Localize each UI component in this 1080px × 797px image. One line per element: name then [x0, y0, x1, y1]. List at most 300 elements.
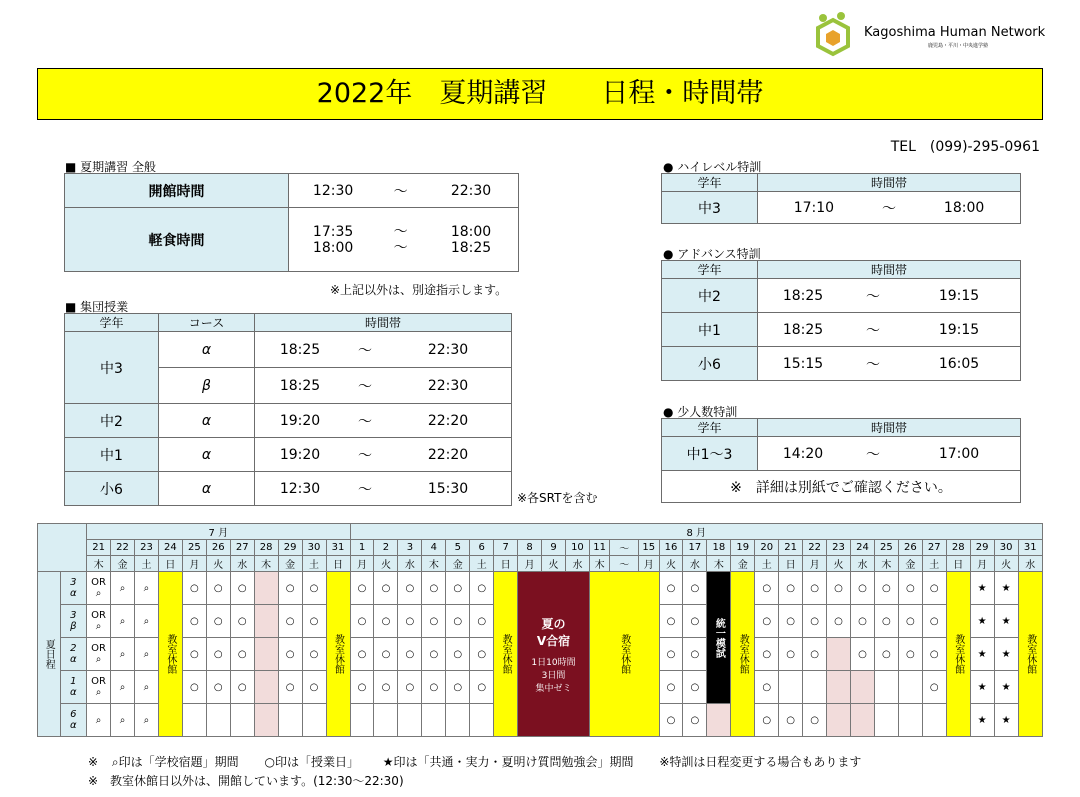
- grid-cell: ○: [398, 605, 422, 638]
- grid-cell: ○: [446, 605, 470, 638]
- weekday: 木: [874, 556, 898, 572]
- grid-cell: ○: [278, 572, 302, 605]
- weekday: 水: [851, 556, 875, 572]
- day-number: 27: [230, 540, 254, 556]
- grid-cell: ○: [278, 605, 302, 638]
- small-table: [661, 418, 1021, 503]
- grid-cell: ★: [970, 638, 994, 671]
- grid-cell: [422, 704, 446, 737]
- weekday: 水: [683, 556, 707, 572]
- grid-cell: [182, 704, 206, 737]
- header-time: 時間帯: [758, 174, 1021, 192]
- time-to: 19:15: [898, 279, 1021, 313]
- grid-cell: ○: [755, 605, 779, 638]
- grid-cell: ★: [994, 605, 1018, 638]
- time-sep: 〜: [848, 279, 898, 313]
- time-to: 22:20: [385, 404, 512, 438]
- time-sep: 〜: [345, 438, 385, 472]
- time-from: 18:25: [255, 332, 346, 368]
- grid-cell: ○: [398, 638, 422, 671]
- course-cell: α: [159, 404, 255, 438]
- highlevel-section-title: ● ハイレベル特訓: [663, 160, 762, 174]
- grid-cell: ○: [422, 671, 446, 704]
- grid-cell: [779, 671, 803, 704]
- grade-cell: 中3: [65, 332, 159, 404]
- day-number: 5: [446, 540, 470, 556]
- grid-cell: ○: [803, 638, 827, 671]
- camp-detail: 1日10時間 3日間 集中ゼミ: [531, 657, 576, 694]
- grid-cell: ○: [683, 605, 707, 638]
- grid-cell: [254, 671, 278, 704]
- grid-cell: ○: [851, 605, 875, 638]
- time-sep: 〜: [345, 404, 385, 438]
- grid-cell: ○: [350, 671, 374, 704]
- day-number: 26: [206, 540, 230, 556]
- grid-cell: [230, 704, 254, 737]
- day-number: 15: [639, 540, 659, 556]
- day-number: 23: [135, 540, 159, 556]
- grid-corner: [38, 524, 87, 572]
- time-sep: 〜: [870, 192, 908, 224]
- grid-cell: ○: [755, 704, 779, 737]
- grid-cell: ⌕: [87, 704, 111, 737]
- weekday: 火: [374, 556, 398, 572]
- day-number: 19: [731, 540, 755, 556]
- time-sep: 〜: [848, 437, 898, 471]
- grid-cell: ⌕: [135, 572, 159, 605]
- header-grade: 学年: [65, 314, 159, 332]
- day-number: 8: [518, 540, 542, 556]
- day-number: 16: [659, 540, 683, 556]
- month-july: 7 月: [87, 524, 350, 540]
- grid-cell: ○: [350, 572, 374, 605]
- grid-cell: ○: [206, 671, 230, 704]
- grade-cell: 中2: [65, 404, 159, 438]
- grid-cell: ○: [230, 638, 254, 671]
- time-from: 17:10: [758, 192, 870, 224]
- day-number: 9: [542, 540, 566, 556]
- grid-cell: ○: [350, 605, 374, 638]
- day-number: 10: [565, 540, 589, 556]
- grid-cell: [350, 704, 374, 737]
- weekday: 月: [350, 556, 374, 572]
- day-number: 29: [278, 540, 302, 556]
- side-label: 夏日程: [38, 572, 61, 737]
- label-cell: 軽食時間: [65, 208, 289, 272]
- grid-cell: ⌕: [111, 704, 135, 737]
- time-from: 17:35 18:00: [289, 208, 378, 272]
- grid-cell: ⌕: [111, 671, 135, 704]
- time-to: 18:00 18:25: [424, 208, 518, 272]
- weekday: 水: [230, 556, 254, 572]
- weekday: 土: [135, 556, 159, 572]
- time-sep: 〜: [848, 347, 898, 381]
- time-to: 22:20: [385, 438, 512, 472]
- grid-cell: ○: [922, 605, 946, 638]
- day-number: 17: [683, 540, 707, 556]
- general-note: ※上記以外は、別途指示します。: [330, 283, 508, 297]
- grid-cell: ○: [206, 638, 230, 671]
- header-time: 時間帯: [255, 314, 512, 332]
- weekday: 金: [898, 556, 922, 572]
- grid-cell: [898, 671, 922, 704]
- grid-cell: [851, 671, 875, 704]
- closed-cell: 教室休館: [326, 572, 350, 737]
- footer-star: ★印は「共通・実力・夏明け質問勉強会」期間: [382, 755, 634, 769]
- header-course: コース: [159, 314, 255, 332]
- grid-cell: ○: [659, 572, 683, 605]
- grade-label: 6 α: [60, 704, 87, 737]
- grade-label: 3 β: [60, 605, 87, 638]
- day-number: 25: [874, 540, 898, 556]
- weekday: 木: [707, 556, 731, 572]
- grid-cell: ○: [278, 638, 302, 671]
- grid-cell: ○: [398, 572, 422, 605]
- group-section-title: ■ 集団授業: [65, 300, 129, 314]
- grid-cell: ○: [374, 605, 398, 638]
- weekday: 日: [326, 556, 350, 572]
- grid-cell: ○: [755, 572, 779, 605]
- grid-cell: ⌕: [111, 605, 135, 638]
- grid-cell: ★: [970, 671, 994, 704]
- homework-icon: ⌕: [111, 755, 119, 769]
- grid-cell: [254, 638, 278, 671]
- time-sep: 〜: [345, 472, 385, 506]
- grade-label: 1 α: [60, 671, 87, 704]
- grid-cell: ○: [206, 605, 230, 638]
- grid-cell: ○: [182, 638, 206, 671]
- grid-cell: ○: [683, 572, 707, 605]
- grid-cell: ○: [659, 704, 683, 737]
- grid-cell: ○: [446, 572, 470, 605]
- logo: [808, 12, 1058, 62]
- time-from: 19:20: [255, 438, 346, 472]
- grid-cell: ○: [898, 605, 922, 638]
- time-from: 19:20: [255, 404, 346, 438]
- grid-cell: ○: [350, 638, 374, 671]
- grid-cell: [206, 704, 230, 737]
- logo-text: Kagoshima Human Network: [864, 25, 1046, 40]
- grid-cell: ★: [994, 638, 1018, 671]
- time-to: 17:00: [898, 437, 1021, 471]
- weekday: 日: [158, 556, 182, 572]
- weekday: 火: [994, 556, 1018, 572]
- weekday: 土: [302, 556, 326, 572]
- grid-cell: ○: [422, 605, 446, 638]
- time-sep: 〜: [848, 313, 898, 347]
- grid-cell: ○: [230, 605, 254, 638]
- time-sep: 〜: [345, 332, 385, 368]
- grid-cell: ○: [851, 638, 875, 671]
- grid-cell: ○: [446, 671, 470, 704]
- closed-cell: 教室休館: [1018, 572, 1042, 737]
- closed-cell: 教室休館: [589, 572, 659, 737]
- logo-icon: [808, 12, 858, 62]
- grid-cell: [851, 704, 875, 737]
- day-number: 26: [898, 540, 922, 556]
- grid-cell: ○: [206, 572, 230, 605]
- grid-cell: ○: [470, 605, 494, 638]
- grid-cell: ○: [874, 605, 898, 638]
- grid-cell: [302, 704, 326, 737]
- grid-cell: ★: [994, 704, 1018, 737]
- time-sep: 〜 〜: [377, 208, 424, 272]
- day-number: 22: [803, 540, 827, 556]
- grid-cell: ○: [683, 704, 707, 737]
- weekday: 日: [946, 556, 970, 572]
- footer-mark: ※: [88, 755, 99, 769]
- grid-cell: ○: [302, 572, 326, 605]
- weekday: 月: [182, 556, 206, 572]
- grid-cell: ○: [374, 638, 398, 671]
- grid-cell: ○: [446, 638, 470, 671]
- day-number: 7: [494, 540, 518, 556]
- grid-cell: [254, 704, 278, 737]
- day-number: 31: [1018, 540, 1042, 556]
- closed-cell: 教室休館: [494, 572, 518, 737]
- weekday: 月: [518, 556, 542, 572]
- weekday: 土: [470, 556, 494, 572]
- grid-cell: OR ⌕: [87, 605, 111, 638]
- weekday: 木: [254, 556, 278, 572]
- grid-cell: ○: [898, 572, 922, 605]
- time-from: 18:25: [758, 279, 849, 313]
- weekday: 水: [565, 556, 589, 572]
- grid-cell: ○: [803, 572, 827, 605]
- day-number: 11: [589, 540, 609, 556]
- grid-cell: ○: [874, 638, 898, 671]
- grid-cell: ★: [994, 572, 1018, 605]
- day-number: 28: [254, 540, 278, 556]
- grid-cell: ○: [683, 638, 707, 671]
- exam-cell: 統一模試: [707, 572, 731, 704]
- grid-cell: OR ⌕: [87, 638, 111, 671]
- grid-cell: ⌕: [135, 704, 159, 737]
- course-cell: α: [159, 332, 255, 368]
- advance-table: [661, 260, 1021, 381]
- course-cell: α: [159, 438, 255, 472]
- grid-cell: [874, 704, 898, 737]
- grid-cell: ○: [922, 671, 946, 704]
- grid-cell: ○: [470, 572, 494, 605]
- general-section-title: ■ 夏期講習 全般: [65, 160, 156, 174]
- grid-cell: ○: [779, 704, 803, 737]
- grid-cell: ○: [302, 638, 326, 671]
- grid-cell: OR ⌕: [87, 671, 111, 704]
- header-grade: 学年: [662, 261, 758, 279]
- grid-cell: ⌕: [111, 638, 135, 671]
- header-time: 時間帯: [758, 419, 1021, 437]
- day-number: 22: [111, 540, 135, 556]
- camp-cell: [518, 572, 590, 737]
- grade-cell: 中2: [662, 279, 758, 313]
- time-to: 22:30: [385, 332, 512, 368]
- day-number: 29: [970, 540, 994, 556]
- grid-cell: ○: [851, 572, 875, 605]
- small-note: ※ 詳細は別紙でご確認ください。: [662, 471, 1021, 503]
- grid-cell: ★: [970, 704, 994, 737]
- grid-cell: ○: [230, 572, 254, 605]
- grid-cell: ○: [182, 605, 206, 638]
- grid-cell: ○: [182, 572, 206, 605]
- grid-cell: [374, 704, 398, 737]
- day-number: 4: [422, 540, 446, 556]
- grid-cell: ○: [659, 671, 683, 704]
- grid-cell: [827, 638, 851, 671]
- time-from: 12:30: [255, 472, 346, 506]
- grade-cell: 小6: [65, 472, 159, 506]
- day-number: 31: [326, 540, 350, 556]
- grid-cell: ★: [970, 572, 994, 605]
- weekday: 月: [639, 556, 659, 572]
- day-number: 3: [398, 540, 422, 556]
- grid-cell: ○: [470, 638, 494, 671]
- time-from: 18:25: [255, 368, 346, 404]
- grid-cell: ○: [827, 572, 851, 605]
- day-number: 2: [374, 540, 398, 556]
- month-august: 8 月: [350, 524, 1042, 540]
- weekday: 木: [87, 556, 111, 572]
- weekday: 火: [827, 556, 851, 572]
- weekday: 木: [589, 556, 609, 572]
- day-number: 〜: [610, 540, 639, 556]
- grid-cell: [470, 704, 494, 737]
- weekday: 火: [659, 556, 683, 572]
- phone-number: TEL (099)-295-0961: [890, 139, 1040, 155]
- day-number: 1: [350, 540, 374, 556]
- grid-cell: ○: [422, 638, 446, 671]
- day-number: 20: [755, 540, 779, 556]
- grid-cell: ★: [970, 605, 994, 638]
- footer-line-1: [88, 753, 861, 770]
- time-to: 15:30: [385, 472, 512, 506]
- weekday: 土: [755, 556, 779, 572]
- grid-cell: ○: [803, 704, 827, 737]
- weekday: 火: [206, 556, 230, 572]
- grid-cell: ○: [470, 671, 494, 704]
- grid-cell: ○: [898, 638, 922, 671]
- grid-cell: ○: [755, 638, 779, 671]
- grid-cell: ○: [874, 572, 898, 605]
- label-cell: 開館時間: [65, 174, 289, 208]
- page-title: 2022年 夏期講習 日程・時間帯: [37, 68, 1043, 120]
- footer-class: ○印は「授業日」: [264, 755, 359, 769]
- course-cell: α: [159, 472, 255, 506]
- day-number: 30: [994, 540, 1018, 556]
- grid-cell: ○: [374, 572, 398, 605]
- day-number: 24: [158, 540, 182, 556]
- grid-cell: ○: [422, 572, 446, 605]
- grade-cell: 中1: [65, 438, 159, 472]
- grid-cell: [707, 704, 731, 737]
- small-section-title: ● 少人数特訓: [663, 405, 738, 419]
- day-number: 25: [182, 540, 206, 556]
- logo-subtext: 鹿児島・平川・中央進学塾: [928, 43, 989, 49]
- day-number: 24: [851, 540, 875, 556]
- grid-cell: ○: [922, 572, 946, 605]
- time-from: 15:15: [758, 347, 849, 381]
- weekday: 金: [446, 556, 470, 572]
- weekday: 金: [111, 556, 135, 572]
- time-from: 12:30: [289, 174, 378, 208]
- grid-cell: ○: [398, 671, 422, 704]
- grid-cell: ○: [230, 671, 254, 704]
- grid-cell: ○: [374, 671, 398, 704]
- time-from: 14:20: [758, 437, 849, 471]
- day-number: 28: [946, 540, 970, 556]
- grid-cell: ★: [994, 671, 1018, 704]
- day-number: 27: [922, 540, 946, 556]
- grid-cell: ○: [683, 671, 707, 704]
- day-number: 23: [827, 540, 851, 556]
- grade-cell: 中1〜3: [662, 437, 758, 471]
- day-number: 6: [470, 540, 494, 556]
- weekday: 月: [970, 556, 994, 572]
- grid-cell: [898, 704, 922, 737]
- footer-change: ※特訓は日程変更する場合もあります: [659, 755, 862, 769]
- grid-cell: ⌕: [135, 671, 159, 704]
- grid-cell: [398, 704, 422, 737]
- header-grade: 学年: [662, 419, 758, 437]
- grid-cell: [254, 572, 278, 605]
- day-number: 21: [779, 540, 803, 556]
- grid-cell: [827, 671, 851, 704]
- time-to: 22:30: [424, 174, 518, 208]
- grid-cell: ○: [779, 572, 803, 605]
- weekday: 水: [398, 556, 422, 572]
- header-time: 時間帯: [758, 261, 1021, 279]
- grade-cell: 中3: [662, 192, 758, 224]
- schedule-grid: [37, 523, 1043, 737]
- grid-cell: [446, 704, 470, 737]
- grid-cell: ⌕: [135, 638, 159, 671]
- general-table: [64, 173, 519, 272]
- weekday: 金: [278, 556, 302, 572]
- grid-cell: ○: [302, 671, 326, 704]
- day-number: 18: [707, 540, 731, 556]
- grid-cell: ○: [659, 638, 683, 671]
- footer-homework: 印は「学校宿題」期間: [118, 755, 239, 769]
- weekday: 水: [1018, 556, 1042, 572]
- course-cell: β: [159, 368, 255, 404]
- footer-line-2: ※ 教室休館日以外は、開館しています。(12:30〜22:30): [88, 774, 404, 788]
- group-note: ※各SRTを含む: [517, 491, 598, 505]
- grid-cell: ○: [659, 605, 683, 638]
- closed-cell: 教室休館: [731, 572, 755, 737]
- grid-cell: [922, 704, 946, 737]
- grid-cell: ○: [827, 605, 851, 638]
- weekday: 木: [422, 556, 446, 572]
- grid-cell: [278, 704, 302, 737]
- highlevel-table: [661, 173, 1021, 224]
- grade-cell: 中1: [662, 313, 758, 347]
- weekday: 日: [779, 556, 803, 572]
- grid-cell: OR ⌕: [87, 572, 111, 605]
- day-number: 21: [87, 540, 111, 556]
- time-from: 18:25: [758, 313, 849, 347]
- time-to: 19:15: [898, 313, 1021, 347]
- time-sep: 〜: [345, 368, 385, 404]
- weekday: 月: [803, 556, 827, 572]
- grid-cell: ○: [182, 671, 206, 704]
- grid-cell: ○: [922, 638, 946, 671]
- closed-cell: 教室休館: [946, 572, 970, 737]
- grid-cell: ○: [302, 605, 326, 638]
- weekday: 金: [731, 556, 755, 572]
- grid-cell: ⌕: [135, 605, 159, 638]
- advance-section-title: ● アドバンス特訓: [663, 247, 761, 261]
- grid-cell: [254, 605, 278, 638]
